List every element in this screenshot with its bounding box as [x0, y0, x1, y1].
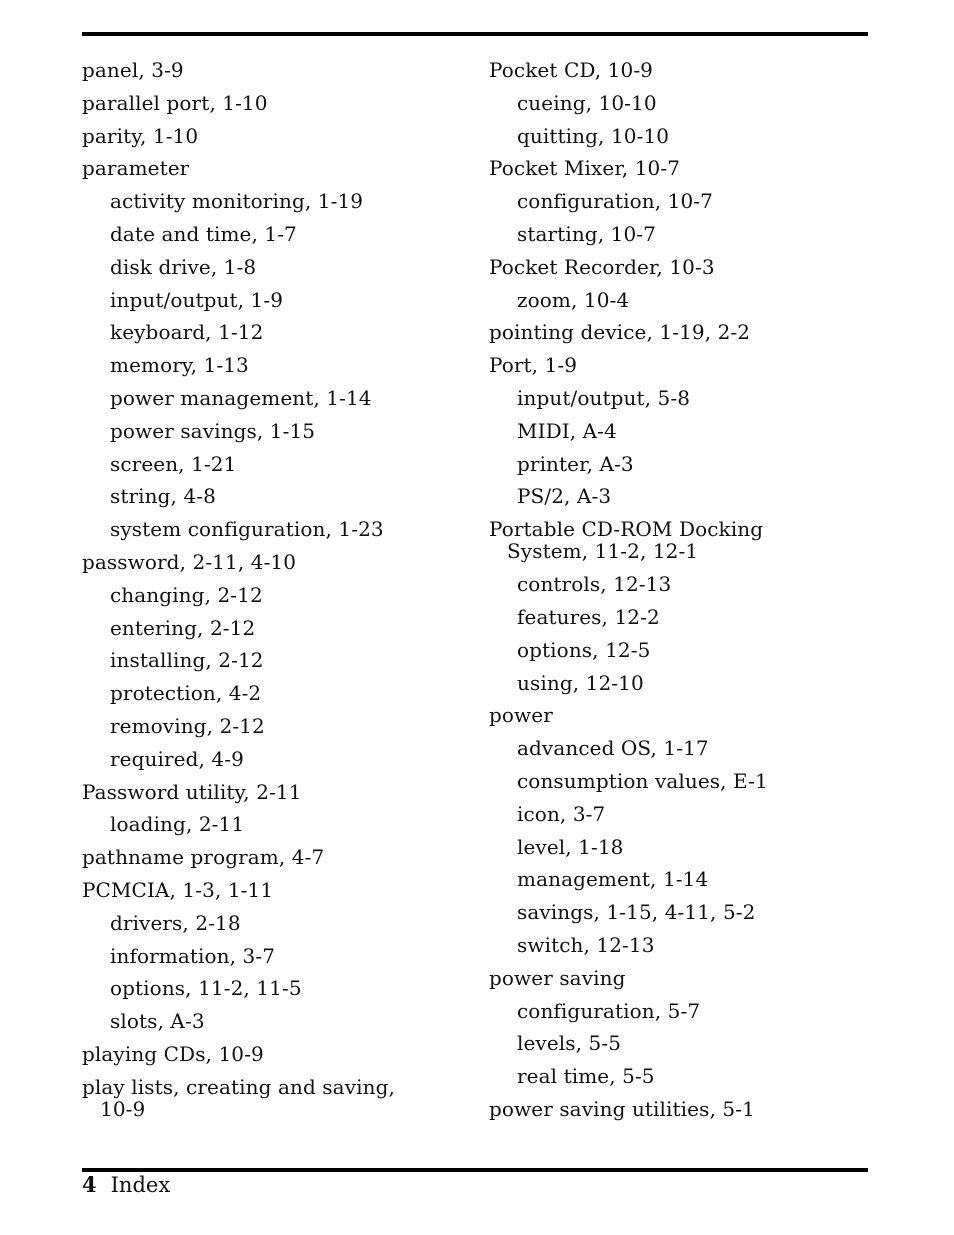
- index-subentry: levels, 5-5: [517, 1031, 622, 1056]
- section-name: Index: [110, 1173, 171, 1197]
- index-subentry: using, 12-10: [517, 670, 644, 695]
- index-subentry: PS/2, A-3: [517, 484, 612, 509]
- top-rule: [82, 32, 868, 36]
- index-entry: pointing device, 1-19, 2-2: [489, 320, 751, 345]
- index-subentry: activity monitoring, 1-19: [110, 189, 364, 214]
- index-entry: Pocket Recorder, 10-3: [489, 254, 715, 279]
- index-subentry: drivers, 2-18: [110, 910, 241, 935]
- index-entry-text: Portable CD-ROM Docking: [489, 517, 764, 542]
- index-entry-continuation: 10-9: [100, 1096, 146, 1121]
- index-subentry: configuration, 10-7: [517, 189, 713, 214]
- index-subentry: disk drive, 1-8: [110, 254, 257, 279]
- index-entry-text: play lists, creating and saving,: [82, 1074, 395, 1099]
- index-subentry: printer, A-3: [517, 451, 634, 476]
- index-column-left: [82, 54, 462, 1126]
- index-subentry: date and time, 1-7: [110, 221, 297, 246]
- index-subentry: changing, 2-12: [110, 582, 263, 607]
- index-entry-continuation: System, 11-2, 12-1: [507, 539, 699, 564]
- index-entry: panel, 3-9: [82, 58, 184, 82]
- index-subentry: quitting, 10-10: [517, 123, 670, 148]
- index-subentry: removing, 2-12: [110, 713, 265, 738]
- index-subentry: switch, 12-13: [517, 932, 655, 957]
- index-subentry: required, 4-9: [110, 746, 244, 771]
- index-entry: [82, 1071, 462, 1126]
- index-subentry: zoom, 10-4: [517, 287, 630, 312]
- index-entry: PCMCIA, 1-3, 1-11: [82, 877, 274, 902]
- page-number: 4: [82, 1172, 97, 1197]
- index-subentry: advanced OS, 1-17: [517, 736, 709, 761]
- index-entry: playing CDs, 10-9: [82, 1041, 264, 1066]
- index-entry: power saving utilities, 5-1: [489, 1096, 755, 1121]
- index-entry: parameter: [82, 156, 190, 181]
- index-column-right: [489, 54, 869, 1126]
- index-subentry: string, 4-8: [110, 484, 216, 509]
- index-entry: power: [489, 703, 553, 728]
- index-entry: Port, 1-9: [489, 353, 578, 378]
- index-subentry: installing, 2-12: [110, 648, 264, 673]
- index-subentry: options, 12-5: [517, 637, 651, 662]
- index-subentry: level, 1-18: [517, 834, 624, 859]
- index-subentry: input/output, 5-8: [517, 385, 691, 410]
- index-entry: pathname program, 4-7: [82, 845, 325, 870]
- index-entry: Pocket Mixer, 10-7: [489, 156, 681, 181]
- index-entry: Password utility, 2-11: [82, 779, 302, 804]
- index-subentry: loading, 2-11: [110, 812, 245, 837]
- index-subentry: starting, 10-7: [517, 221, 656, 246]
- index-subentry: input/output, 1-9: [110, 287, 284, 312]
- index-entry: Pocket CD, 10-9: [489, 58, 654, 82]
- index-subentry: savings, 1-15, 4-11, 5-2: [517, 900, 756, 925]
- index-subentry: options, 11-2, 11-5: [110, 976, 302, 1001]
- index-subentry: MIDI, A-4: [517, 418, 617, 443]
- index-subentry: consumption values, E-1: [517, 768, 768, 793]
- index-subentry: entering, 2-12: [110, 615, 256, 640]
- index-subentry: system configuration, 1-23: [110, 517, 384, 542]
- index-subentry: configuration, 5-7: [517, 998, 701, 1023]
- bottom-rule: [82, 1168, 868, 1172]
- index-subentry: protection, 4-2: [110, 681, 262, 706]
- index-entry: [489, 513, 869, 568]
- index-entry: password, 2-11, 4-10: [82, 549, 297, 574]
- index-subentry: cueing, 10-10: [517, 90, 657, 115]
- index-subentry: icon, 3-7: [517, 801, 606, 826]
- index-subentry: real time, 5-5: [517, 1064, 655, 1089]
- index-subentry: memory, 1-13: [110, 353, 249, 378]
- index-subentry: slots, A-3: [110, 1009, 205, 1034]
- index-subentry: controls, 12-13: [517, 572, 672, 597]
- index-subentry: power management, 1-14: [110, 385, 372, 410]
- index-subentry: information, 3-7: [110, 943, 276, 968]
- index-subentry: screen, 1-21: [110, 451, 237, 476]
- index-entry: parallel port, 1-10: [82, 90, 268, 115]
- index-subentry: keyboard, 1-12: [110, 320, 264, 345]
- index-subentry: power savings, 1-15: [110, 418, 316, 443]
- page-footer: [82, 1172, 170, 1198]
- index-entry: power saving: [489, 965, 626, 990]
- index-subentry: management, 1-14: [517, 867, 709, 892]
- index-entry: parity, 1-10: [82, 123, 199, 148]
- index-subentry: features, 12-2: [517, 604, 660, 629]
